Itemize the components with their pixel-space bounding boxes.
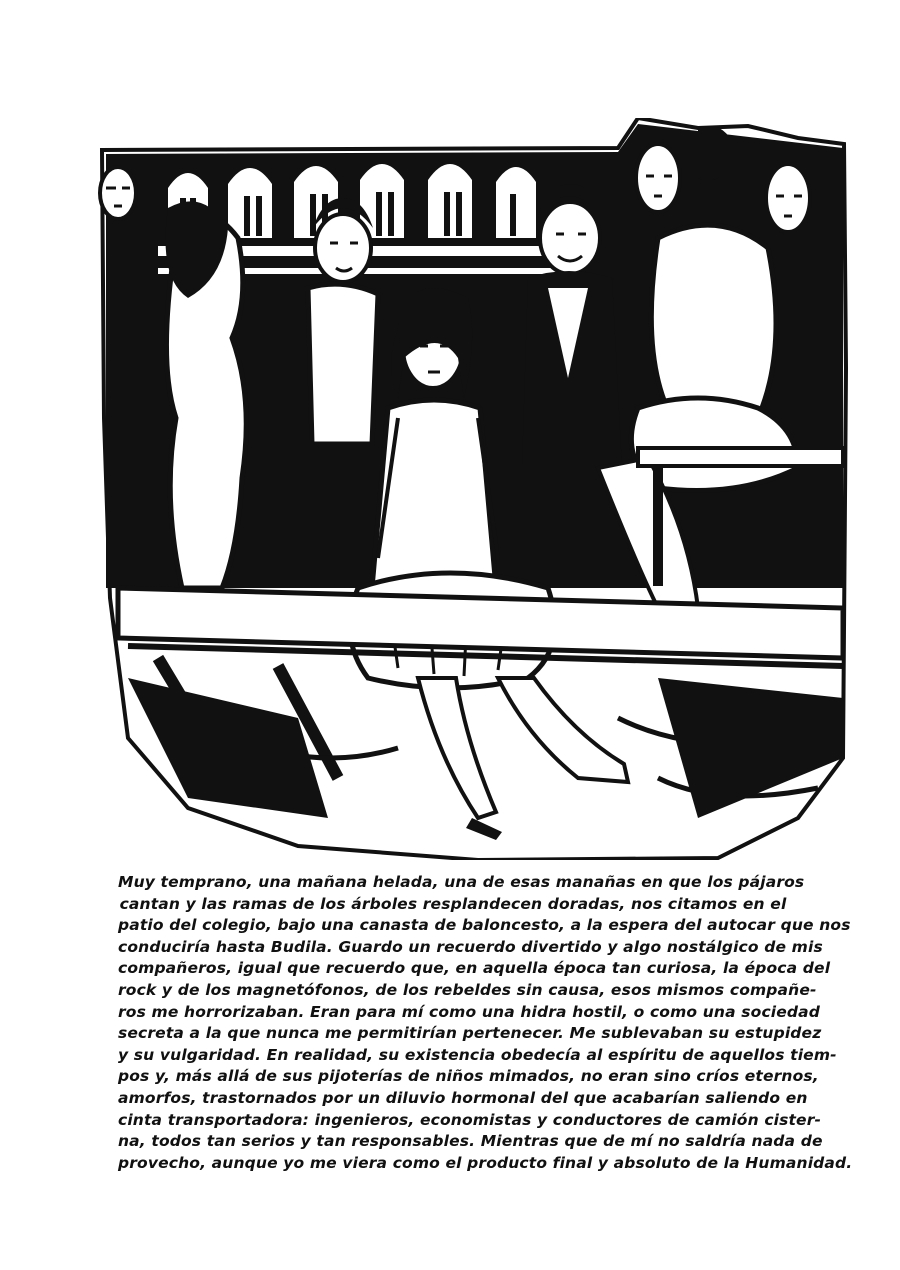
narration-line: na, todos tan serios y tan responsables. Mientras que de mí no saldría nada de [118,1132,823,1151]
ink-drawing-students-on-bench [98,118,850,860]
narration-line: patio del colegio, bajo una canasta de baloncesto, a la espera del autocar que nos [118,916,851,935]
narration-line: amorfos, trastornados por un diluvio hormonal del que acabarían saliendo en [118,1088,808,1107]
narration-line: Muy temprano, una mañana helada, una de esas manañas en que los pájaros [118,873,805,891]
narration-line: cinta transportadora: ingenieros, economistas y conductores de camión cister- [118,1110,822,1129]
narration-line: pos y, más allá de sus pijoterías de niños mimados, no eran sino críos eternos, [118,1067,819,1086]
narration-line: ros me horrorizaban. Eran para mí como una hidra hostil, o como una sociedad [118,1002,821,1021]
narration-line: cantan y las ramas de los árboles resplandecen doradas, nos citamos en el [119,894,787,913]
narration-line: rock y de los magnetófonos, de los rebeldes sin causa, esos mismos compañe- [118,980,817,999]
narration-line: compañeros, igual que recuerdo que, en aquella época tan curiosa, la época del [118,959,831,978]
narration-line: secreta a la que nunca me permitirían pertenecer. Me sublevaban su estupidez [118,1024,822,1043]
narration-line: provecho, aunque yo me viera como el producto final y absoluto de la Humanidad. [118,1153,853,1172]
narration-text [118,872,853,1174]
narration-line: y su vulgaridad. En realidad, su existencia obedecía al espíritu de aquellos tiem- [118,1045,837,1064]
narration-line: conduciría hasta Budila. Guardo un recuerdo divertido y algo nostálgico de mis [118,937,823,956]
comic-panel-illustration [98,118,850,860]
